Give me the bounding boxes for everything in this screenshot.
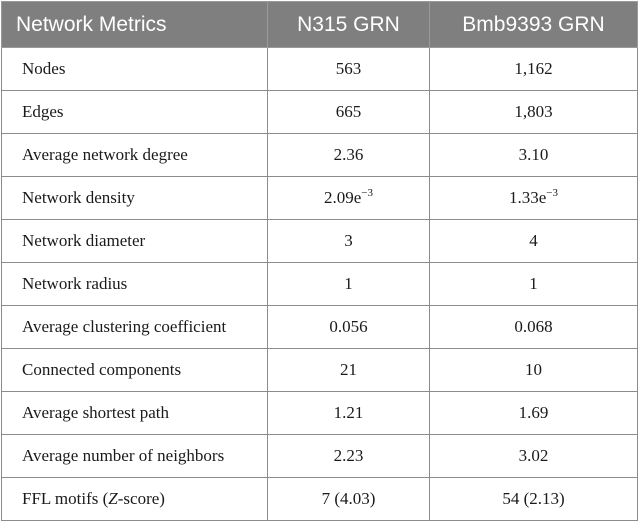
table-row [2,177,638,220]
table-row [2,220,638,263]
table-body [2,48,638,521]
bmb9393-value: 0.068 [430,306,638,349]
metric-label: Network radius [2,263,268,306]
table-row [2,134,638,177]
bmb9393-density-base: 1.33e [508,188,547,207]
n315-value: 0.056 [268,306,430,349]
metric-label: Average shortest path [2,392,268,435]
bmb9393-density-exponent: −3 [546,187,558,199]
metric-label: Connected components [2,349,268,392]
n315-value: 1 [268,263,430,306]
bmb9393-value: 54 (2.13) [430,478,638,521]
table-header [2,2,638,48]
n315-value [268,177,430,220]
n315-density-exponent: −3 [361,187,373,199]
header-row [2,2,638,48]
n315-value: 2.23 [268,435,430,478]
metric-label: Average network degree [2,134,268,177]
header-bmb9393-grn: Bmb9393 GRN [430,2,638,48]
header-n315-grn: N315 GRN [268,2,430,48]
metric-label [2,478,268,521]
ffl-label-prefix: FFL motifs ( [22,489,109,508]
bmb9393-value: 1 [430,263,638,306]
ffl-label-suffix: -score) [117,489,165,508]
n315-value: 1.21 [268,392,430,435]
table-row [2,48,638,91]
ffl-label-italic-z: Z [108,489,118,508]
table-row [2,392,638,435]
table-row [2,349,638,392]
table-row [2,435,638,478]
n315-value: 2.36 [268,134,430,177]
n315-density-base: 2.09e [323,188,362,207]
table-row [2,306,638,349]
metric-label: Network density [2,177,268,220]
header-network-metrics: Network Metrics [2,2,268,48]
metric-label: Nodes [2,48,268,91]
bmb9393-value: 4 [430,220,638,263]
n315-value: 3 [268,220,430,263]
network-metrics-table [1,1,638,521]
table-row [2,263,638,306]
n315-value: 665 [268,91,430,134]
bmb9393-value [430,177,638,220]
bmb9393-value: 1,803 [430,91,638,134]
n315-value: 21 [268,349,430,392]
bmb9393-value: 3.02 [430,435,638,478]
n315-value: 7 (4.03) [268,478,430,521]
table-row [2,91,638,134]
table-row [2,478,638,521]
metric-label: Average number of neighbors [2,435,268,478]
bmb9393-value: 3.10 [430,134,638,177]
bmb9393-value: 10 [430,349,638,392]
metric-label: Edges [2,91,268,134]
metric-label: Network diameter [2,220,268,263]
metric-label: Average clustering coefficient [2,306,268,349]
bmb9393-value: 1,162 [430,48,638,91]
bmb9393-value: 1.69 [430,392,638,435]
n315-value: 563 [268,48,430,91]
